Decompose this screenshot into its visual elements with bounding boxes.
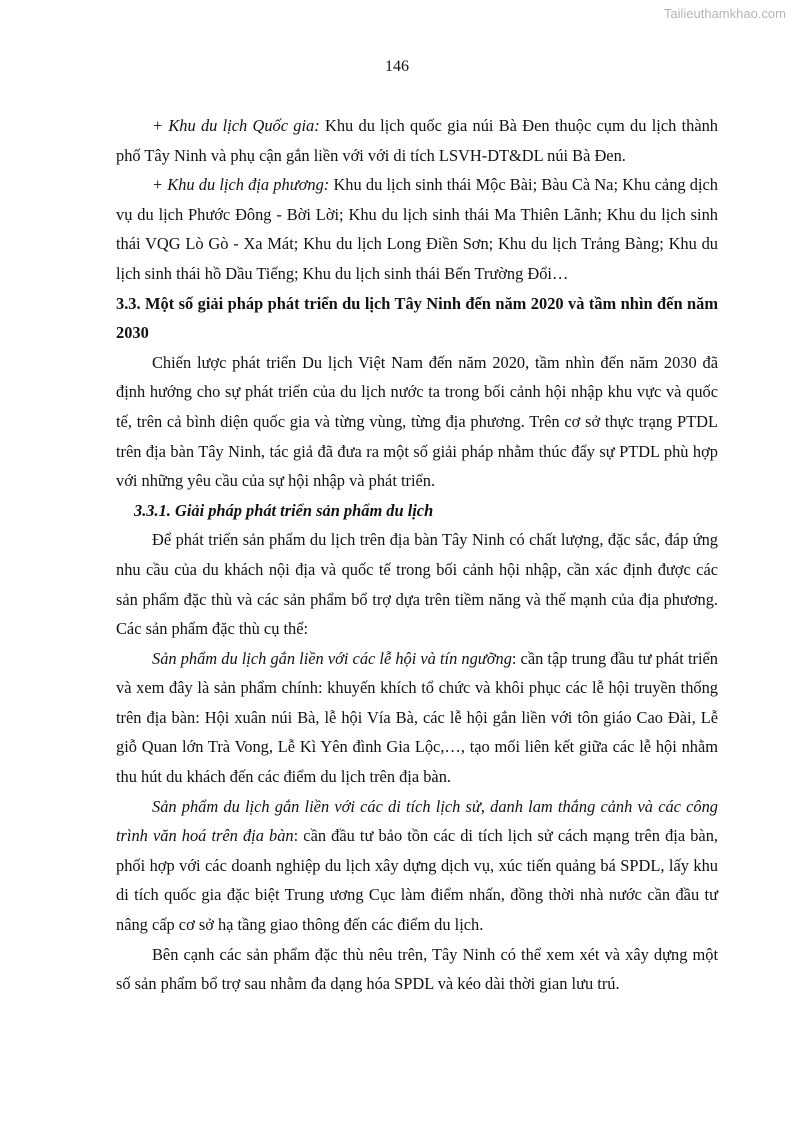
section-heading-3-3-1: 3.3.1. Giải pháp phát triển sản phẩm du lịch <box>134 500 434 520</box>
paragraph-heritage-products <box>116 792 718 940</box>
section-heading-3-3: 3.3. Một số giải pháp phát triển du lịch Tây Ninh đến năm 2020 và tầm nhìn đến năm 2030 <box>116 293 718 343</box>
paragraph-strategy: Chiến lược phát triển Du lịch Việt Nam đến năm 2020, tầm nhìn đến năm 2030 đã định hướng cho sự phát triển của du lịch nước ta trong bối cảnh hội nhập khu vực và quốc tế, trên cả bình diện quốc gia và từng vùng, từng địa phương. Trên cơ sở thực trạng PTDL trên địa bàn Tây Ninh, tác giả đã đưa ra một số giải pháp nhằm thúc đẩy sự PTDL phù hợp với những yêu cầu của sự hội nhập và phát triển. <box>116 352 718 491</box>
watermark: Tailieuthamkhao.com <box>663 6 786 21</box>
paragraph-lead: + Khu du lịch địa phương: <box>152 175 330 195</box>
paragraph-text: Khu du lịch quốc gia núi Bà Đen thuộc cụm du lịch thành phố Tây Ninh và phụ cận gắn liền với với di tích LSVH-DT&DL núi Bà Đen. <box>116 116 719 165</box>
paragraph-lead: Sản phẩm du lịch gắn liền với các di tích lịch sử, danh lam thắng cảnh và các công trình văn hoá trên địa bàn <box>116 796 718 846</box>
paragraph-product-development: Để phát triển sản phẩm du lịch trên địa bàn Tây Ninh có chất lượng, đặc sắc, đáp ứng nhu cầu của du khách nội địa và quốc tế trong bối cảnh hội nhập, cần xác định được các sản phẩm đặc thù và các sản phẩm bổ trợ dựa trên tiềm năng và thế mạnh của địa phương. Các sản phẩm đặc thù cụ thể: <box>116 530 718 639</box>
page-number: 146 <box>385 58 409 75</box>
paragraph-text: : cần đầu tư bảo tồn các di tích lịch sử cách mạng trên địa bàn, phối hợp với các doanh nghiệp du lịch xây dựng dịch vụ, xúc tiến quảng bá SPDL, lấy khu di tích quốc gia đặc biệt Trung ương Cục làm điểm nhấn, đồng thời nhà nước cần đầu tư nâng cấp cơ sở hạ tầng giao thông đến các điểm du lịch. <box>116 826 718 935</box>
paragraph-text: Khu du lịch sinh thái Mộc Bài; Bàu Cà Na; Khu cảng dịch vụ du lịch Phước Đông - Bời Lời; Khu du lịch sinh thái Ma Thiên Lãnh; Khu du lịch sinh thái VQG Lò Gò - Xa Mát; Khu du lịch Long Điền Sơn; Khu du lịch Trảng Bàng; Khu du lịch sinh thái hồ Dầu Tiếng; Khu du lịch sinh thái Bến Trường Đổi… <box>116 175 719 283</box>
paragraph-supporting-products: Bên cạnh các sản phẩm đặc thù nêu trên, Tây Ninh có thể xem xét và xây dựng một số sản phẩm bổ trợ sau nhằm đa dạng hóa SPDL và kéo dài thời gian lưu trú. <box>116 944 718 994</box>
paragraph-festival-products <box>116 644 718 792</box>
paragraph-lead: + Khu du lịch Quốc gia: <box>152 116 320 135</box>
paragraph-national-tourism-area <box>116 111 718 170</box>
paragraph-lead: Sản phẩm du lịch gắn liền với các lễ hội và tín ngưỡng <box>152 648 512 668</box>
document-body <box>116 111 718 999</box>
paragraph-text: : cần tập trung đầu tư phát triển và xem đây là sản phẩm chính: khuyến khích tổ chức và khôi phục các lễ hội truyền thống trên địa bàn: Hội xuân núi Bà, lễ hội Vía Bà, các lễ hội gắn liền với tôn giáo Cao Đài, Lễ giỗ Quan lớn Trà Vong, Lễ Kì Yên đình Gia Lộc,…, tạo mối liên kết giữa các lễ hội nhằm thu hút du khách đến các điểm du lịch trên địa bàn. <box>116 648 718 787</box>
paragraph-local-tourism-area <box>116 170 718 288</box>
